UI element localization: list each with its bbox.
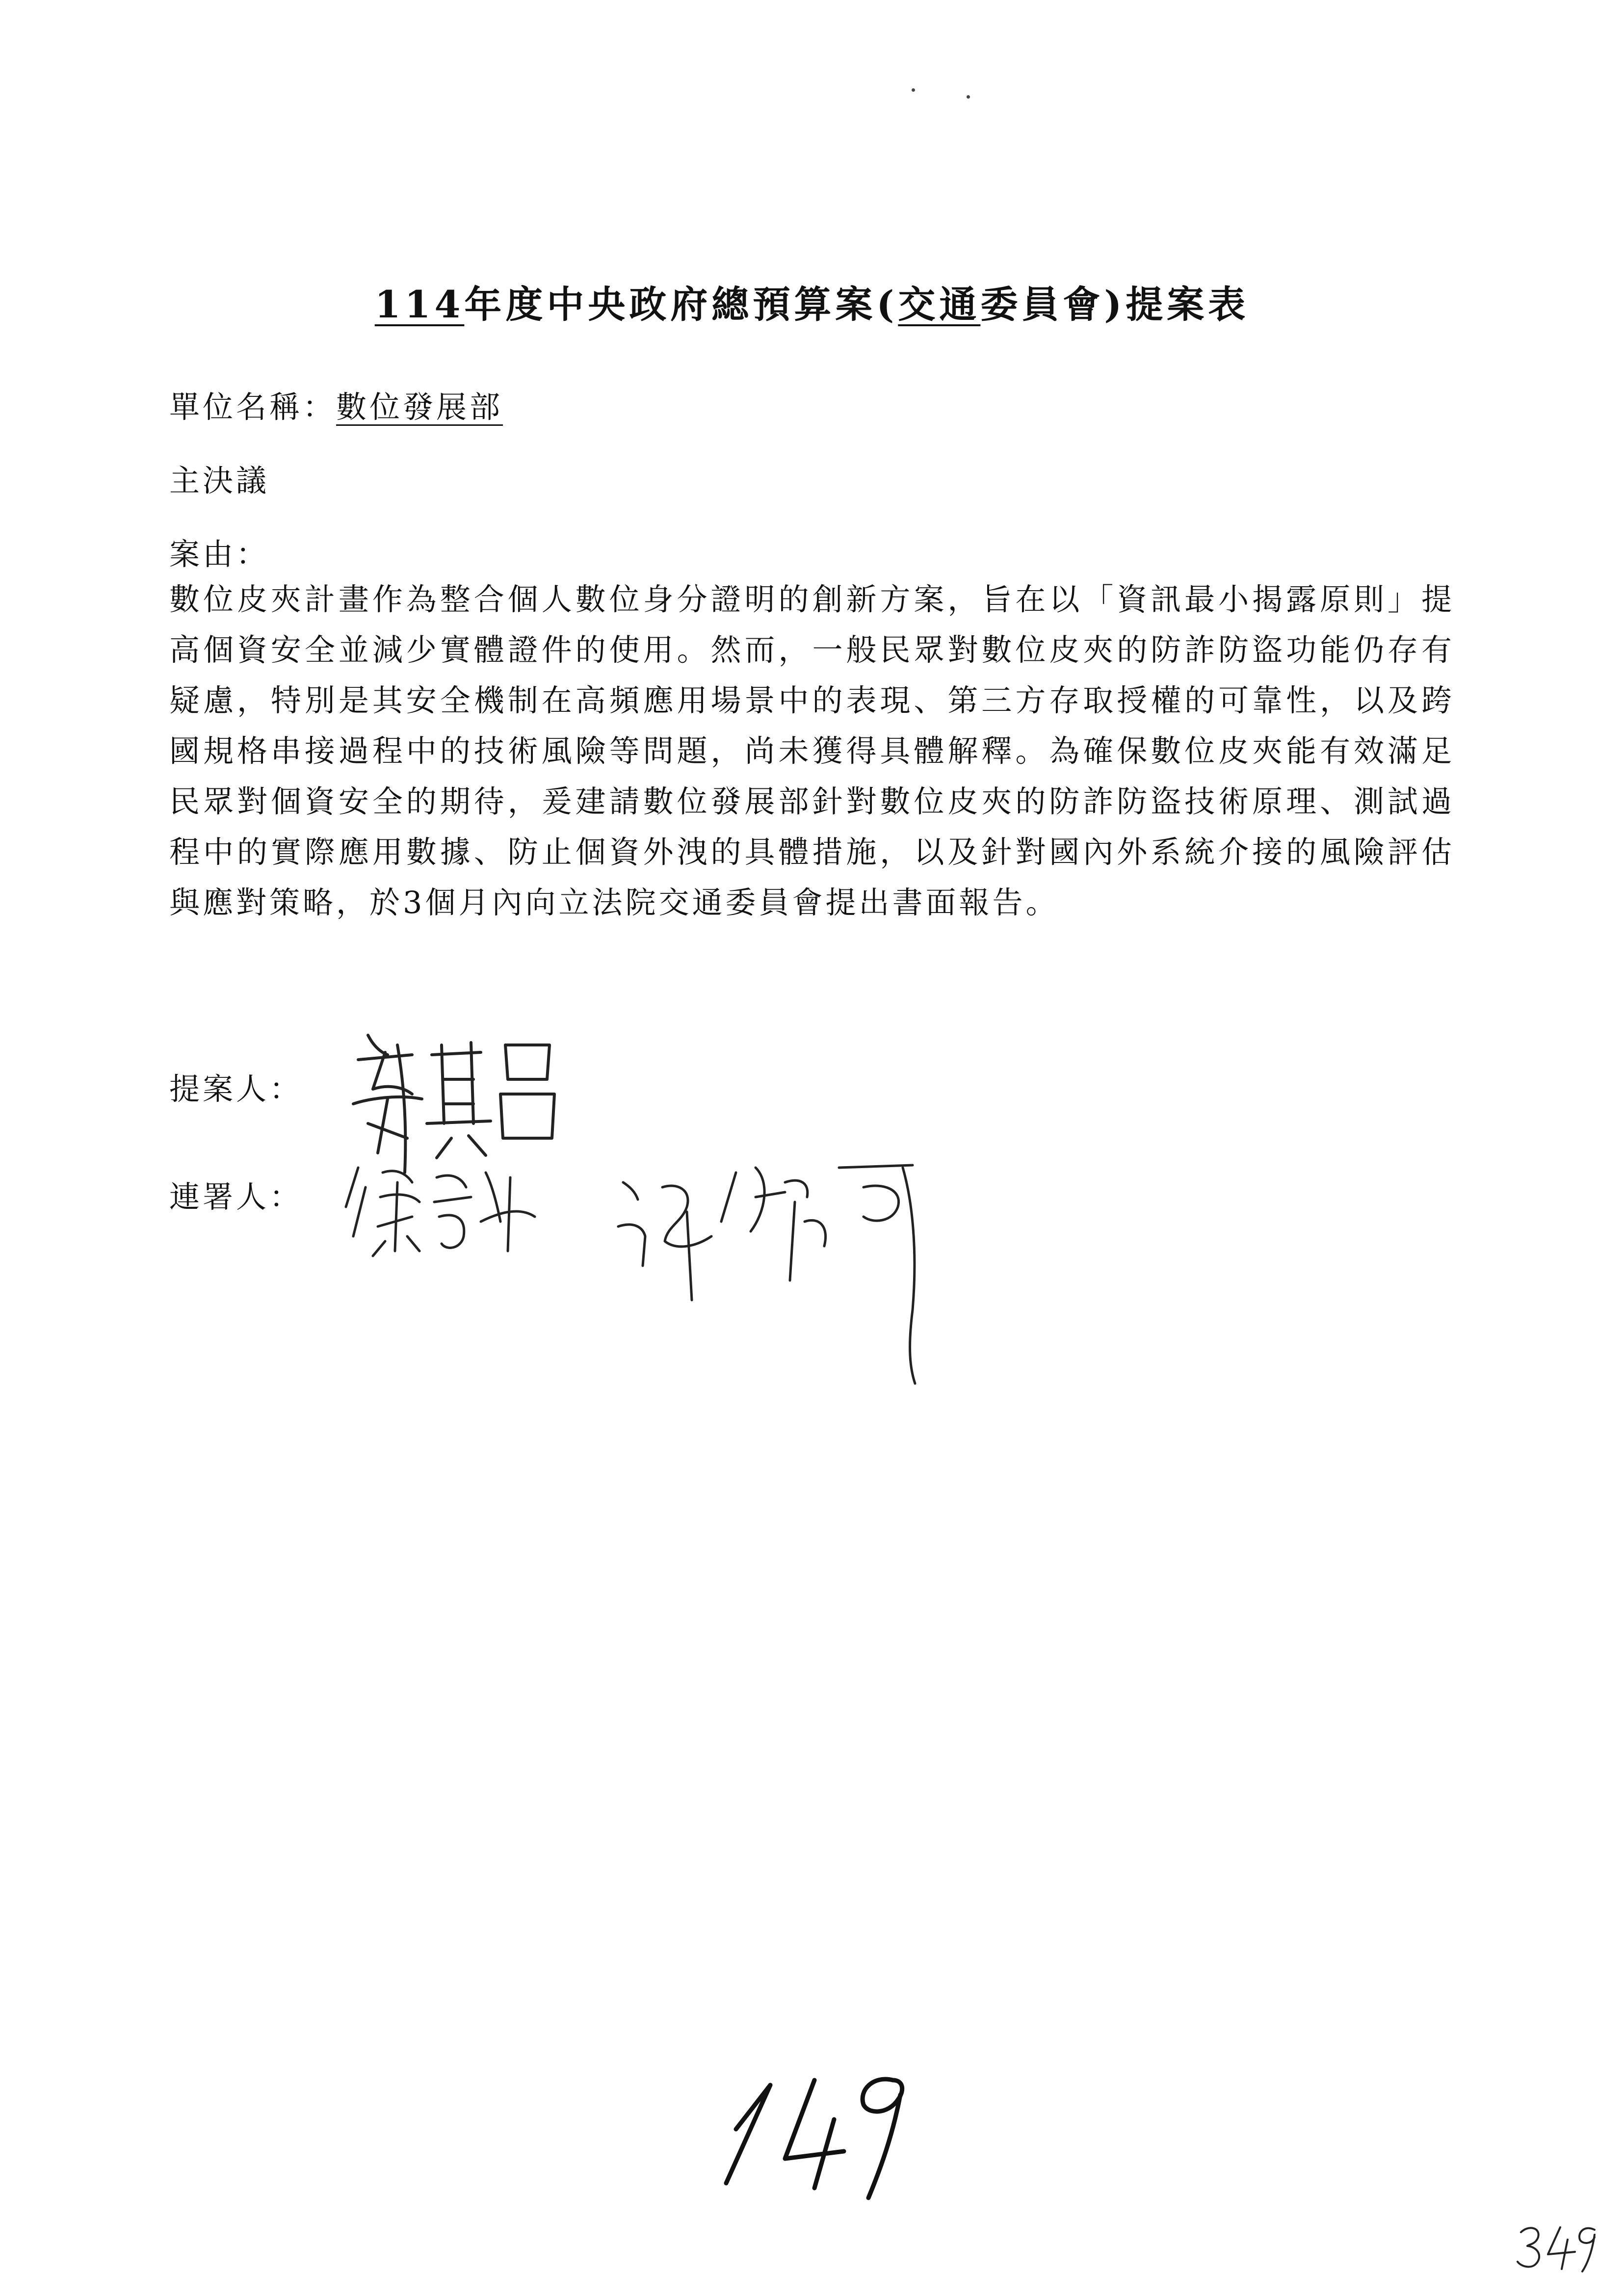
proposal-body: 數位皮夾計畫作為整合個人數位身分證明的創新方案，旨在以「資訊最小揭露原則」提高個資安全並減少實體證件的使用。然而，一般民眾對數位皮夾的防詐防盜功能仍存有疑慮，特別是其安全機制在高頻應用場景中的表現、第三方存取授權的可靠性，以及跨國規格串接過程中的技術風險等問題，尚未獲得具體解釋。為確保數位皮夾能有效滿足民眾對個資安全的期待，爰建請數位發展部針對數位皮夾的防詐防盜技術原理、測試過程中的實際應用數據、防止個資外洩的具體措施，以及針對國內外系統介接的風險評估與應對策略，於3個月內向立法院交通委員會提出書面報告。 — [169, 581, 1455, 920]
handwritten-number-149 — [716, 2061, 922, 2210]
scan-speck — [912, 88, 915, 92]
cosigner-label: 連署人： — [169, 1179, 303, 1215]
title-year: 114 — [374, 283, 465, 326]
handwritten-number-349 — [1514, 2218, 1602, 2278]
unit-label: 單位名稱： — [169, 389, 337, 425]
handwritten-349-drawing — [1514, 2218, 1602, 2276]
title-committee: 交通 — [898, 283, 981, 326]
resolution-type: 主決議 — [169, 463, 270, 498]
document-title — [162, 275, 1462, 328]
cosigner-signature-2-drawing — [608, 1153, 981, 1398]
scan-speck — [967, 95, 970, 99]
reason-label: 案由： — [169, 536, 270, 572]
cosigner-signature-1-drawing — [339, 1153, 554, 1271]
cosigner-signature-1 — [339, 1153, 554, 1271]
proposer-label: 提案人： — [169, 1071, 303, 1107]
handwritten-149-drawing — [716, 2061, 922, 2208]
unit-line — [169, 383, 503, 426]
title-end: 委員會)提案表 — [980, 283, 1250, 326]
title-middle: 年度中央政府總預算案( — [464, 283, 898, 326]
cosigner-signature-2 — [608, 1153, 981, 1398]
unit-value: 數位發展部 — [336, 389, 503, 425]
